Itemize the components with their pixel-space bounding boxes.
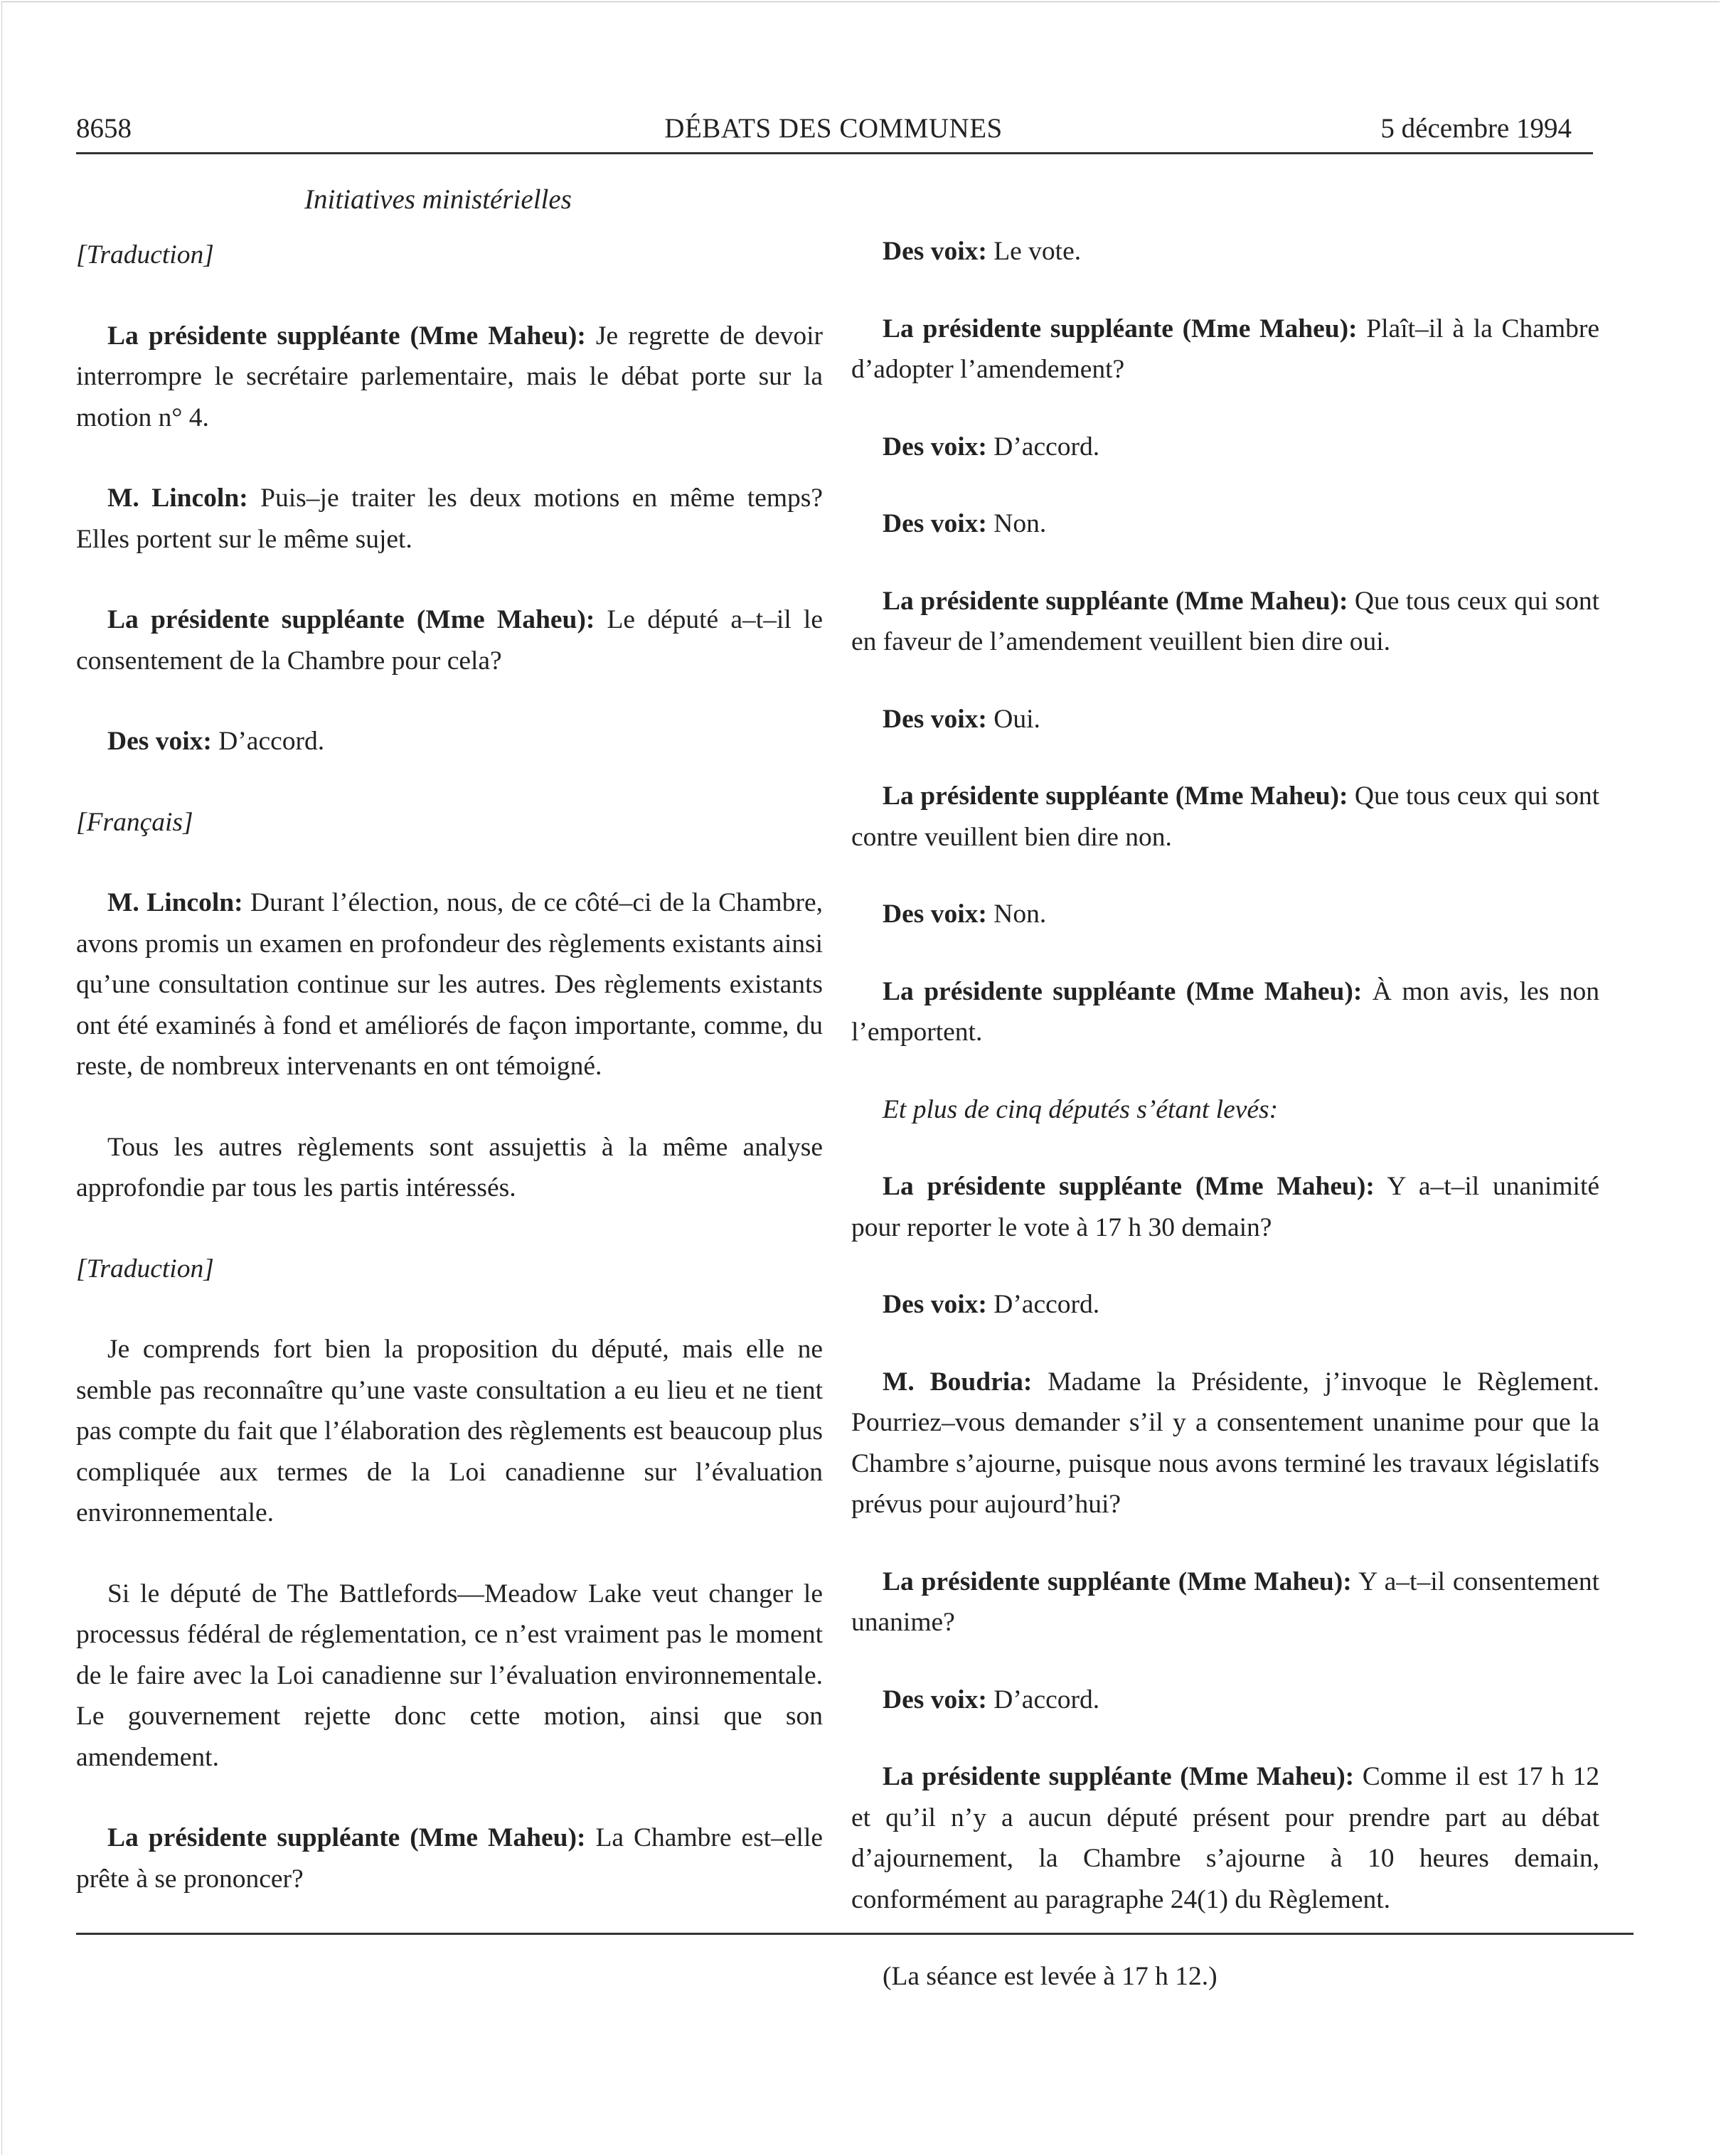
- speech-text: Que tous ceux qui sont contre veuillent bien dire non.: [851, 781, 1599, 852]
- speech-paragraph: [851, 699, 1599, 740]
- speech-paragraph: [76, 316, 823, 439]
- speaker-name: La présidente suppléante (Mme Maheu):: [883, 1172, 1375, 1201]
- speech-text: D’accord.: [986, 432, 1100, 461]
- speaker-name: M. Boudria:: [883, 1367, 1033, 1397]
- speech-text: D’accord.: [986, 1290, 1100, 1319]
- speech-text: Madame la Présidente, j’invoque le Règlement. Pourriez–vous demander s’il y a consentement unanime pour que la Chambre s’ajourne, puisque nous avons terminé les travaux législatifs prévus pour aujourd’hui?: [851, 1367, 1599, 1519]
- speech-paragraph: [851, 776, 1599, 858]
- speech-paragraph: [76, 1818, 823, 1899]
- speech-paragraph: [851, 427, 1599, 468]
- speaker-name: Des voix:: [883, 1685, 987, 1714]
- speaker-name: Des voix:: [883, 237, 987, 266]
- speech-paragraph: [76, 599, 823, 681]
- language-label: [Traduction]: [76, 1254, 214, 1284]
- speech-paragraph: [76, 721, 823, 762]
- page-number: 8658: [76, 113, 132, 144]
- speech-paragraph: [851, 1362, 1599, 1525]
- italic-note: Et plus de cinq députés s’étant levés:: [883, 1094, 1279, 1124]
- body-paragraph: Tous les autres règlements sont assujettis à la même analyse approfondie par tous les partis intéressés.: [76, 1132, 823, 1202]
- language-label: [Français]: [76, 807, 193, 837]
- section-heading: Initiatives ministérielles: [304, 184, 572, 215]
- speech-paragraph: [851, 1680, 1599, 1721]
- speech-paragraph: [851, 971, 1599, 1053]
- speaker-name: La présidente suppléante (Mme Maheu):: [883, 1762, 1355, 1791]
- speech-paragraph: [851, 1756, 1599, 1920]
- speech-text: Oui.: [986, 704, 1040, 734]
- adjournment-note: (La séance est levée à 17 h 12.): [883, 1962, 1218, 1991]
- speaker-name: La présidente suppléante (Mme Maheu):: [883, 976, 1363, 1006]
- body-paragraph: Je comprends fort bien la proposition du député, mais elle ne semble pas reconnaître qu’une vaste consultation a eu lieu et ne tient pas compte du fait que l’élaboration des règlements est beaucoup plus compliquée aux termes de la Loi canadienne sur l’évaluation environnementale.: [76, 1335, 823, 1527]
- speech-text: Le député a–t–il le consentement de la Chambre pour cela?: [76, 605, 823, 676]
- speaker-name: La présidente suppléante (Mme Maheu):: [107, 321, 586, 351]
- speech-text: D’accord.: [986, 1685, 1100, 1714]
- speech-text: Plaît–il à la Chambre d’adopter l’amendement?: [851, 314, 1599, 384]
- speaker-name: M. Lincoln:: [107, 484, 248, 513]
- publication-title: DÉBATS DES COMMUNES: [664, 113, 1003, 144]
- speech-paragraph: [851, 503, 1599, 545]
- speech-text: Je regrette de devoir interrompre le secrétaire parlementaire, mais le débat porte sur la motion n° 4.: [76, 321, 823, 432]
- speaker-name: La présidente suppléante (Mme Maheu):: [107, 1823, 586, 1852]
- speaker-name: La présidente suppléante (Mme Maheu):: [107, 605, 595, 634]
- speaker-name: M. Lincoln:: [107, 888, 243, 917]
- speech-paragraph: [76, 882, 823, 1087]
- speaker-name: La présidente suppléante (Mme Maheu):: [883, 314, 1358, 343]
- right-column: [851, 231, 1599, 1997]
- footer-rule: [76, 1933, 1634, 1935]
- publication-date: 5 décembre 1994: [1380, 113, 1572, 144]
- speech-paragraph: [851, 894, 1599, 935]
- header-rule: [76, 152, 1593, 154]
- speaker-name: Des voix:: [883, 900, 987, 929]
- speech-text: Durant l’élection, nous, de ce côté–ci de la Chambre, avons promis un examen en profondeur des règlements existants ainsi qu’une consultation continue sur les autres. Des règlements existants ont été examinés à fond et améliorés de façon importante, comme, du reste, de nombreux intervenants en ont témoigné.: [76, 888, 823, 1081]
- speech-text: Non.: [986, 509, 1047, 538]
- speech-paragraph: [851, 581, 1599, 663]
- speech-text: Comme il est 17 h 12 et qu’il n’y a aucun député présent pour prendre part au débat d’ajournement, la Chambre s’ajourne à 10 heures demain, conformément au paragraphe 24(1) du Règlement.: [851, 1762, 1599, 1914]
- speaker-name: La présidente suppléante (Mme Maheu):: [883, 781, 1348, 811]
- speech-text: À mon avis, les non l’emportent.: [851, 976, 1599, 1047]
- speaker-name: Des voix:: [883, 509, 987, 538]
- speech-paragraph: [851, 1166, 1599, 1248]
- speech-text: Le vote.: [986, 237, 1082, 266]
- speech-text: Puis–je traiter les deux motions en même temps? Elles portent sur le même sujet.: [76, 484, 824, 554]
- speech-text: Y a–t–il unanimité pour reporter le vote à 17 h 30 demain?: [851, 1172, 1600, 1242]
- speech-paragraph: [851, 231, 1599, 272]
- speech-text: D’accord.: [211, 727, 325, 756]
- language-label: [Traduction]: [76, 240, 214, 270]
- speech-paragraph: [76, 478, 823, 560]
- speaker-name: Des voix:: [883, 432, 987, 461]
- speaker-name: Des voix:: [107, 727, 212, 756]
- speaker-name: Des voix:: [883, 704, 987, 734]
- speech-paragraph: [851, 309, 1599, 390]
- body-paragraph: Si le député de The Battlefords—Meadow Lake veut changer le processus fédéral de réglementation, ce n’est vraiment pas le moment de le faire avec la Loi canadienne sur l’évaluation environnementale. Le gouvernement rejette donc cette motion, ainsi que son amendement.: [76, 1579, 823, 1772]
- speech-text: Non.: [986, 900, 1047, 929]
- left-column: [76, 235, 823, 1899]
- speaker-name: La présidente suppléante (Mme Maheu):: [883, 586, 1348, 616]
- speech-text: La Chambre est–elle prête à se prononcer?: [76, 1823, 824, 1894]
- speaker-name: Des voix:: [883, 1290, 987, 1319]
- speech-paragraph: [851, 1284, 1599, 1325]
- speech-text: Que tous ceux qui sont en faveur de l’amendement veuillent bien dire oui.: [851, 586, 1599, 656]
- page-header: [76, 107, 1591, 154]
- speaker-name: La présidente suppléante (Mme Maheu):: [883, 1567, 1352, 1596]
- speech-paragraph: [851, 1562, 1599, 1643]
- speech-text: Y a–t–il consentement unanime?: [851, 1567, 1599, 1637]
